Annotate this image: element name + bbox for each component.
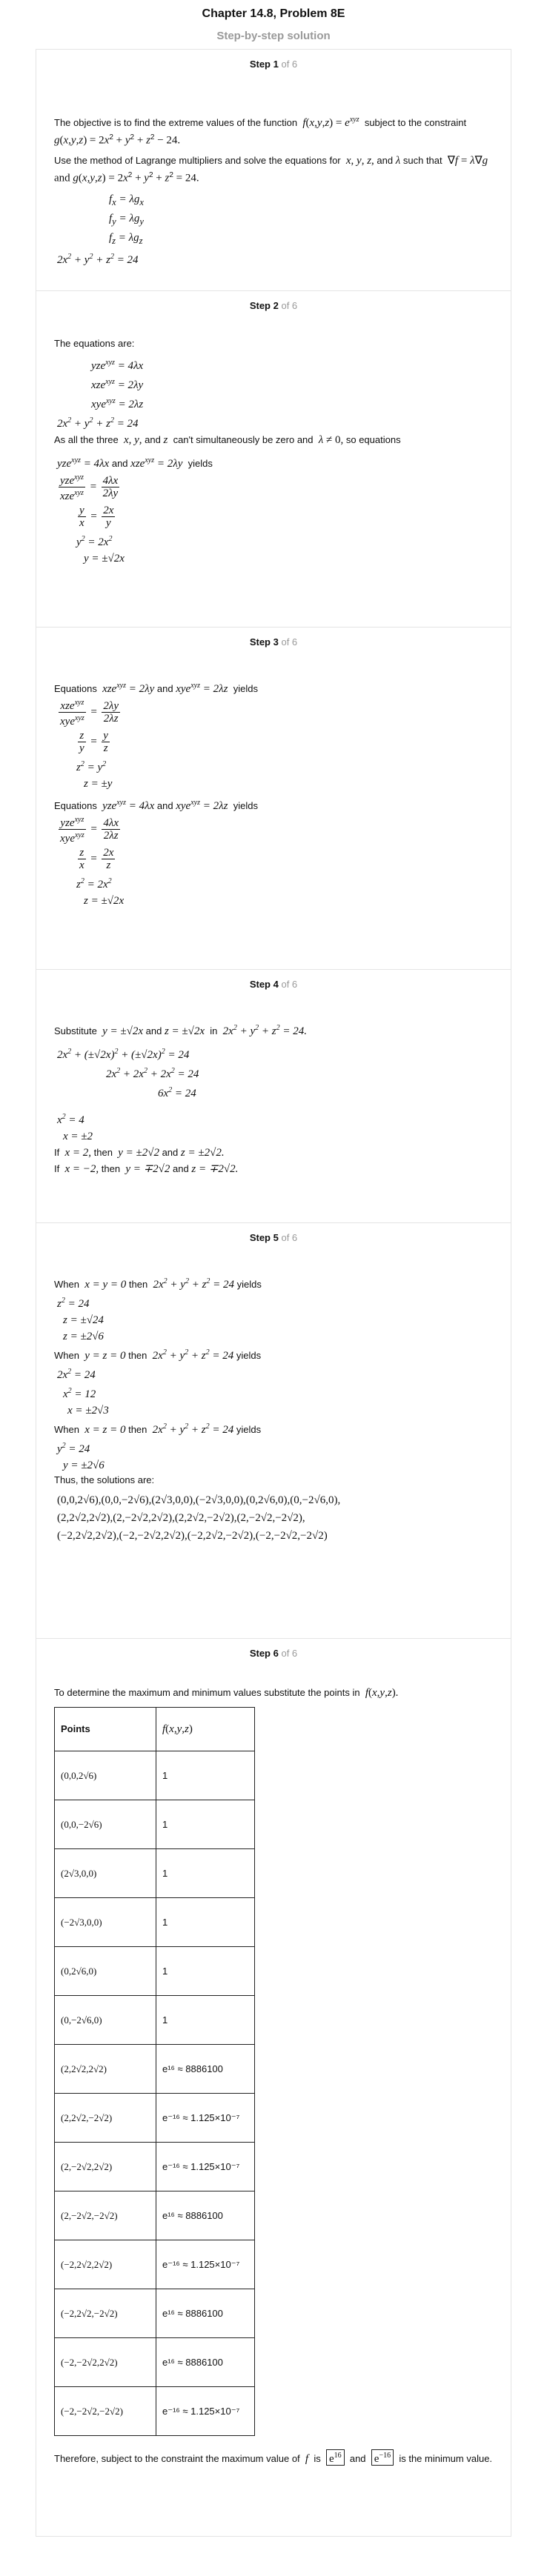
text: then xyxy=(101,1163,121,1174)
step-3-header xyxy=(36,628,511,651)
point-cell: (2,2√2,2√2) xyxy=(55,2045,156,2094)
point-cell: (2,−2√2,2√2) xyxy=(55,2143,156,2191)
text: so equations xyxy=(345,434,401,445)
fraction-equation: $\frac{z}{y}$ = $\frac{y}{z}$ xyxy=(79,730,108,755)
point-cell: (2√3,0,0) xyxy=(55,1849,156,1898)
value-cell: 1 xyxy=(156,1800,255,1849)
step-label: Step 6 xyxy=(249,1648,279,1659)
text: and xyxy=(145,434,161,445)
text: and xyxy=(377,155,394,167)
fraction-equation: $\frac{yze^{xyz}}{xye^{xyz}}$ = $\frac{4\lambda x}{2\lambda z}$ xyxy=(60,816,119,845)
step-count: of 6 xyxy=(281,636,298,648)
text: then xyxy=(128,1424,147,1435)
step-6-card xyxy=(36,1639,511,2537)
value-cell: 1 xyxy=(156,1751,255,1800)
point-cell: (2,−2√2,−2√2) xyxy=(55,2191,156,2240)
table-row xyxy=(55,2289,255,2338)
equation-block: $f_x = \lambda g_x$ $f_y = \lambda g_y$ $f_z = \lambda g_z$ xyxy=(109,193,144,246)
point-cell: (−2,−2√2,−2√2) xyxy=(55,2387,156,2436)
equation: z = ±y xyxy=(84,778,113,790)
step-6-header xyxy=(36,1639,511,1663)
table-row xyxy=(55,1751,255,1800)
value-cell: e¹⁶ ≈ 8886100 xyxy=(156,2289,255,2338)
equation: $2x^2 + y^2 + z^2 = 24$ xyxy=(57,416,139,430)
step-label: Step 3 xyxy=(249,636,279,648)
equation: $z^2 = 2x^2$ xyxy=(76,877,112,891)
value-cell: 1 xyxy=(156,1898,255,1947)
step-1-paragraph-1: The objective is to find the extreme values of the function $f(x,y,z) = e^{xyz}$ subject to the constraint $g(x,y,z) = 2x^2 + y^2 + z^2 - 24$. xyxy=(54,116,467,147)
text: When xyxy=(54,1350,79,1361)
table-row xyxy=(55,1947,255,1996)
equation: x = ±2 xyxy=(63,1131,93,1142)
text: yields xyxy=(188,458,213,469)
point-cell: (0,2√6,0) xyxy=(55,1947,156,1996)
text: and xyxy=(145,1025,162,1036)
min-value-box: $e^{-16}$ xyxy=(371,2449,394,2466)
equation: y = ±√2x xyxy=(84,553,125,565)
equation: $z^2 = 24$ xyxy=(57,1297,90,1310)
equation: z = ±√24 xyxy=(63,1314,104,1326)
equation: $x^2 = 4$ xyxy=(57,1113,84,1126)
text: Equations xyxy=(54,683,97,694)
text: is the minimum value. xyxy=(399,2453,493,2464)
text: and xyxy=(349,2453,366,2464)
step-label: Step 5 xyxy=(249,1232,279,1243)
text: If xyxy=(54,1163,60,1174)
value-cell: e⁻¹⁶ ≈ 1.125×10⁻⁷ xyxy=(156,2387,255,2436)
point-cell: (−2√3,0,0) xyxy=(55,1898,156,1947)
text: such that xyxy=(402,155,442,167)
text: yields xyxy=(233,683,258,694)
math: f xyxy=(302,117,306,129)
value-cell: 1 xyxy=(156,1849,255,1898)
step-5-card xyxy=(36,1223,511,1639)
value-cell: e¹⁶ ≈ 8886100 xyxy=(156,2191,255,2240)
point-cell: (0,−2√6,0) xyxy=(55,1996,156,2045)
value-cell: 1 xyxy=(156,1996,255,2045)
text: yields xyxy=(236,1350,262,1361)
text: and xyxy=(156,800,173,811)
step-4-card xyxy=(36,970,511,1223)
step-1-header xyxy=(36,50,511,73)
step-count: of 6 xyxy=(281,979,298,990)
equation: x = ±2√3 xyxy=(67,1405,109,1417)
fraction-equation: $\frac{y}{x}$ = $\frac{2x}{y}$ xyxy=(79,505,114,530)
column-header-points: Points xyxy=(55,1708,156,1751)
table-row xyxy=(55,2094,255,2143)
text: yields xyxy=(233,800,258,811)
step-count: of 6 xyxy=(281,1648,298,1659)
text: Therefore, subject to the constraint the maximum value of xyxy=(54,2453,300,2464)
equation-line: When x = z = 0 then $2x^2 + y^2 + z^2 = 24$ yields xyxy=(54,1422,262,1436)
table-header-row xyxy=(55,1708,255,1751)
step-3-body xyxy=(36,651,511,924)
step-6-body xyxy=(36,1663,511,2486)
step-count: of 6 xyxy=(281,300,298,311)
text: Substitute xyxy=(54,1025,97,1036)
value-cell: e⁻¹⁶ ≈ 1.125×10⁻⁷ xyxy=(156,2240,255,2289)
text: As all the three xyxy=(54,434,119,445)
equation-line: Equations yze$^{xyz}$ = 4λx and xye$^{xyz}$ = 2λz yields xyxy=(54,799,258,812)
equation: $2x^2 + y^2 + z^2 = 24$ xyxy=(57,252,139,266)
step-label: Step 1 xyxy=(249,59,279,70)
values-table xyxy=(54,1707,255,2436)
text: subject to the constraint xyxy=(364,117,467,128)
value-cell: e⁻¹⁶ ≈ 1.125×10⁻⁷ xyxy=(156,2143,255,2191)
equation-block: yze$^{xyz}$ = 4λx xze$^{xyz}$ = 2λy xye$^{xyz}$ = 2λz xyxy=(91,359,144,410)
text: and xyxy=(162,1147,179,1158)
step-5-header xyxy=(36,1223,511,1247)
equation: $z^2 = y^2$ xyxy=(76,760,107,773)
point-cell: (−2,−2√2,2√2) xyxy=(55,2338,156,2387)
equation-line: If x = 2, then y = ±2√2 and z = ±2√2. xyxy=(54,1147,225,1159)
table-row xyxy=(55,2045,255,2094)
step-5-body xyxy=(36,1247,511,1560)
step-2-card xyxy=(36,291,511,628)
equation: $2x^2 = 24$ xyxy=(57,1368,96,1381)
step-4-body xyxy=(36,994,511,1192)
text: and xyxy=(111,458,128,469)
max-value-box: $e^{16}$ xyxy=(326,2449,345,2466)
step-2-body xyxy=(36,315,511,582)
step-1-paragraph-2: Use the method of Lagrange multipliers and solve the equations for x, y, z, and λ such that ∇f = λ∇g and $g(x,y,z) = 2x^2 + y^2 + z^2 = 24$. xyxy=(54,155,488,184)
step-count: of 6 xyxy=(281,1232,298,1243)
step-1-body xyxy=(36,73,511,283)
equation: $x^2 = 12$ xyxy=(63,1387,96,1400)
table-row xyxy=(55,1996,255,2045)
page-subtitle: Step-by-step solution xyxy=(216,30,331,42)
step-6-conclusion: Therefore, subject to the constraint the maximum value of f is $e^{16}$ and $e^{-16}$ is the minimum value. xyxy=(54,2449,493,2467)
text: Thus, the solutions are: xyxy=(54,1474,155,1485)
step-3-card xyxy=(36,628,511,970)
equation: $6x^2 = 24$ xyxy=(158,1086,196,1099)
equation-line: yze$^{xyz}$ = 4λx and xze$^{xyz}$ = 2λy yields xyxy=(57,456,213,470)
value-cell: 1 xyxy=(156,1947,255,1996)
text: If xyxy=(54,1147,60,1158)
text: Equations xyxy=(54,800,97,811)
equation-line: Substitute y = ±√2x and z = ±√2x in $2x^2 + y^2 + z^2 = 24$. xyxy=(54,1024,307,1037)
step-label: Step 4 xyxy=(249,979,279,990)
step-6-intro: To determine the maximum and minimum values substitute the points in f(x,y,z). xyxy=(54,1687,399,1699)
equation: $2x^2 + 2x^2 + 2x^2 = 24$ xyxy=(106,1067,199,1080)
equation: $y^2 = 2x^2$ xyxy=(76,535,113,548)
point-cell: (−2,2√2,2√2) xyxy=(55,2240,156,2289)
equation: $2x^2 + (\pm√2x)^2 + (\pm√2x)^2 = 24$ xyxy=(57,1048,190,1061)
text: When xyxy=(54,1424,79,1435)
table-row xyxy=(55,1849,255,1898)
value-cell: e¹⁶ ≈ 8886100 xyxy=(156,2338,255,2387)
text: yields xyxy=(236,1279,262,1290)
text: then xyxy=(128,1350,147,1361)
point-cell: (2,2√2,−2√2) xyxy=(55,2094,156,2143)
text: in xyxy=(210,1025,218,1036)
text: To determine the maximum and minimum values substitute the points in xyxy=(54,1687,360,1698)
fraction-equation: $\frac{xze^{xyz}}{xye^{xyz}}$ = $\frac{2\lambda y}{2\lambda z}$ xyxy=(60,699,119,728)
value-cell: e⁻¹⁶ ≈ 1.125×10⁻⁷ xyxy=(156,2094,255,2143)
text: then xyxy=(128,1279,148,1290)
equation: z = ±2√6 xyxy=(63,1331,104,1342)
equation: z = ±√2x xyxy=(84,895,125,907)
header xyxy=(0,0,547,49)
step-2-paragraph: As all the three x, y, and z can't simultaneously be zero and λ ≠ 0, so equations xyxy=(54,434,401,446)
equation-line: When x = y = 0 then $2x^2 + y^2 + z^2 = 24$ yields xyxy=(54,1277,262,1291)
fraction-equation: $\frac{yze^{xyz}}{xze^{xyz}}$ = $\frac{4\lambda x}{2\lambda y}$ xyxy=(60,473,119,503)
equation-line: Equations xze$^{xyz}$ = 2λy and xye$^{xyz}$ = 2λz yields xyxy=(54,682,258,695)
text: is xyxy=(314,2453,321,2464)
text: then xyxy=(93,1147,113,1158)
equation-line: When y = z = 0 then $2x^2 + y^2 + z^2 = 24$ yields xyxy=(54,1348,262,1362)
column-header-function: f(x,y,z) xyxy=(156,1708,255,1751)
text: When xyxy=(54,1279,79,1290)
table-row xyxy=(55,2191,255,2240)
table-row xyxy=(55,2240,255,2289)
equation: y = ±2√6 xyxy=(63,1460,105,1471)
table-row xyxy=(55,2143,255,2191)
text: yields xyxy=(236,1424,262,1435)
step-2-header xyxy=(36,291,511,315)
table-row xyxy=(55,1898,255,1947)
point-cell: (−2,2√2,−2√2) xyxy=(55,2289,156,2338)
text: The objective is to find the extreme values of the function xyxy=(54,117,298,128)
point-cell: (0,0,2√6) xyxy=(55,1751,156,1800)
text: Use the method of Lagrange multipliers and solve the equations for xyxy=(54,155,341,167)
step-label: Step 2 xyxy=(249,300,279,311)
step-4-header xyxy=(36,970,511,994)
value-cell: e¹⁶ ≈ 8886100 xyxy=(156,2045,255,2094)
page-title: Chapter 14.8, Problem 8E xyxy=(202,7,345,20)
fraction-equation: $\frac{z}{x}$ = $\frac{2x}{z}$ xyxy=(79,847,114,872)
equation-line: If x = −2, then y = ∓2√2 and z = ∓2√2. xyxy=(54,1163,239,1175)
text: The equations are: xyxy=(54,338,135,349)
table-row xyxy=(55,1800,255,1849)
table-row xyxy=(55,2338,255,2387)
text: and xyxy=(173,1163,189,1174)
point-cell: (0,0,−2√6) xyxy=(55,1800,156,1849)
text: can't simultaneously be zero and xyxy=(173,434,314,445)
equation: $y^2 = 24$ xyxy=(57,1442,90,1455)
solutions-list: (0,0,2√6),(0,0,−2√6),(2√3,0,0),(−2√3,0,0),(0,2√6,0),(0,−2√6,0), (2,2√2,2√2),(2,−2√2,2√2),(2,2√2,−2√2),(2,−2√2,−2√2), (−2,2√2,2√2),(−2,−2√2,2√2),(−2,2√2,−2√2),(−2,−2√2,−2√2) xyxy=(57,1494,341,1542)
text: and xyxy=(156,683,173,694)
step-count: of 6 xyxy=(281,59,298,70)
step-1-card xyxy=(36,49,511,291)
table-row xyxy=(55,2387,255,2436)
